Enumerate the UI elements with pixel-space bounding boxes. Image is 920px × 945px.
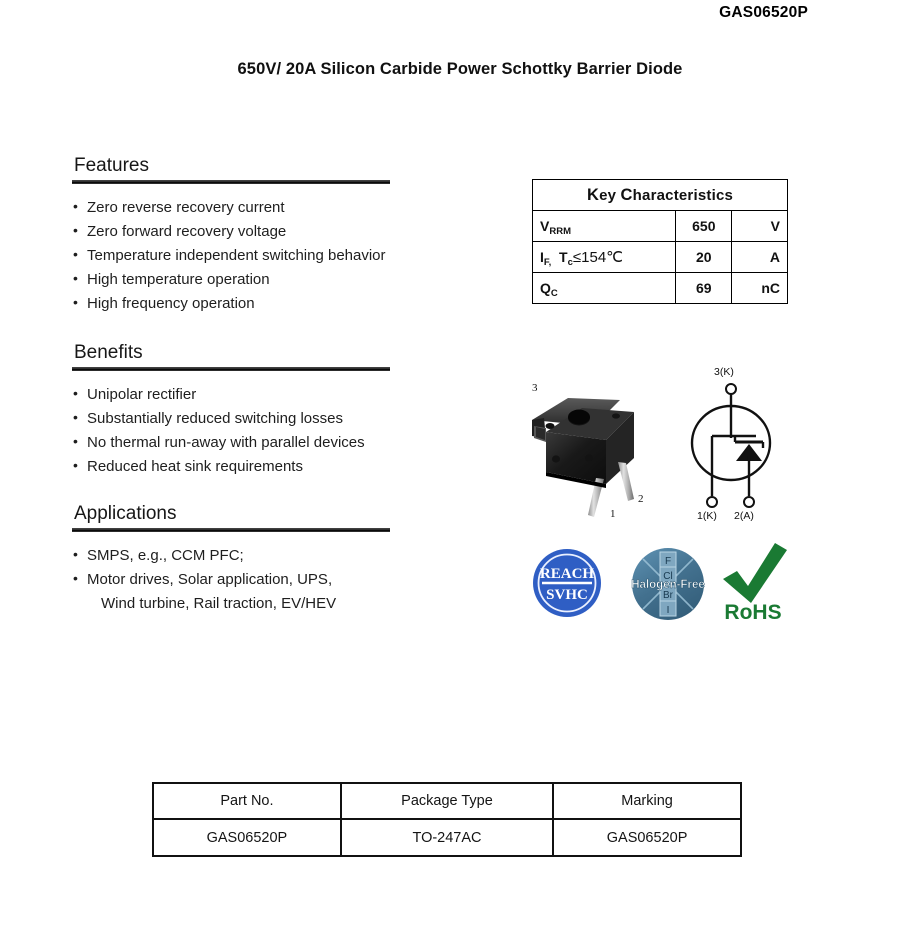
features-section <box>72 155 492 316</box>
column-header-marking: Marking <box>553 783 741 819</box>
kc-subscript-2: c <box>567 256 573 268</box>
diode-symbol-drawing <box>678 376 784 521</box>
list-item: • SMPS, e.g., CCM PFC; <box>72 544 492 568</box>
features-heading: Features <box>74 155 149 176</box>
reach-text: REACH <box>539 566 595 582</box>
list-item: • High temperature operation <box>72 268 492 292</box>
rohs-text: RoHS <box>724 601 782 623</box>
list-item: • Zero reverse recovery current <box>72 196 492 220</box>
kc-subscript: RRM <box>549 225 571 237</box>
key-characteristics-header <box>533 180 788 211</box>
element-f: F <box>664 556 672 567</box>
table-row <box>533 273 788 304</box>
benefits-divider <box>72 367 390 371</box>
applications-divider <box>72 528 390 532</box>
kc-param-qc <box>533 273 676 304</box>
table-header-row <box>153 783 741 819</box>
page-part-number: GAS06520P <box>719 4 808 21</box>
reach-svhc-icon <box>531 547 603 619</box>
pin-label-2: 2 <box>638 493 644 505</box>
kc-unit-qc: nC <box>732 273 788 304</box>
table-row <box>153 819 741 856</box>
kc-header-c: C <box>620 185 633 204</box>
list-item: • Zero forward recovery voltage <box>72 220 492 244</box>
document-title: 650V/ 20A Silicon Carbide Power Schottky Barrier Diode <box>237 60 683 78</box>
column-header-package-type: Package Type <box>341 783 553 819</box>
schematic-symbol <box>678 366 784 522</box>
kc-symbol: Q <box>540 280 551 296</box>
kc-tail: T <box>551 249 568 265</box>
benefits-section <box>72 342 492 479</box>
table-row <box>533 180 788 211</box>
benefits-list <box>72 383 492 479</box>
kc-unit-vrrm: V <box>732 211 788 242</box>
table-row <box>533 211 788 242</box>
applications-heading: Applications <box>74 502 177 524</box>
ordering-information-table <box>152 782 742 857</box>
key-characteristics-table <box>532 179 788 304</box>
kc-subscript: C <box>550 287 558 299</box>
halogen-free-text: Halogen-Free <box>631 579 705 591</box>
left-content-column <box>72 155 492 638</box>
applications-list <box>72 544 492 616</box>
cell-part-no: GAS06520P <box>153 819 341 856</box>
to247-package-drawing <box>516 380 666 520</box>
list-item: • Reduced heat sink requirements <box>72 455 492 479</box>
list-item <box>72 568 492 616</box>
list-item-line1: Motor drives, Solar application, UPS, <box>87 570 333 588</box>
kc-value-vrrm: 650 <box>676 211 732 242</box>
table-row <box>533 242 788 273</box>
rohs-logo <box>717 541 793 623</box>
list-item: • High frequency operation <box>72 292 492 316</box>
list-item-line2: Wind turbine, Rail traction, EV/HEV <box>101 594 337 612</box>
kc-symbol: V <box>540 218 550 234</box>
element-cl: Cl <box>663 571 673 582</box>
applications-section <box>72 503 492 616</box>
svhc-text: SVHC <box>546 587 588 603</box>
benefits-heading: Benefits <box>74 341 143 363</box>
element-i: I <box>666 605 670 616</box>
package-photo <box>516 380 666 520</box>
cell-package-type: TO-247AC <box>341 819 553 856</box>
halogen-free-logo <box>629 545 707 623</box>
pin-label-1: 1 <box>610 508 616 520</box>
schematic-label-pin1: 1(K) <box>697 510 717 522</box>
checkmark-icon <box>723 543 787 603</box>
features-divider <box>72 180 390 184</box>
rohs-icon <box>717 541 793 623</box>
kc-param-vrrm <box>533 211 676 242</box>
kc-value-if: 20 <box>676 242 732 273</box>
kc-header-k: K <box>586 185 600 204</box>
kc-condition: ≤154℃ <box>572 249 624 266</box>
certification-logos <box>525 543 795 623</box>
kc-param-if <box>533 242 676 273</box>
list-item: • No thermal run-away with parallel devices <box>72 431 492 455</box>
cell-marking: GAS06520P <box>553 819 741 856</box>
pin-label-3: 3 <box>532 382 538 394</box>
list-item: • Temperature independent switching behavior <box>72 244 492 268</box>
list-item: • Substantially reduced switching losses <box>72 407 492 431</box>
schematic-label-pin3: 3(K) <box>714 366 734 378</box>
kc-unit-if: A <box>732 242 788 273</box>
element-br: Br <box>663 590 673 601</box>
kc-subscript: F, <box>543 256 552 268</box>
kc-header-ey: ey <box>599 186 621 204</box>
kc-symbol: I <box>540 249 544 265</box>
kc-header-rest: haracteristics <box>632 186 734 204</box>
kc-value-qc: 69 <box>676 273 732 304</box>
halogen-free-icon <box>629 545 707 623</box>
column-header-part-no: Part No. <box>153 783 341 819</box>
features-list <box>72 196 492 316</box>
list-item: • Unipolar rectifier <box>72 383 492 407</box>
schematic-label-pin2: 2(A) <box>734 510 754 522</box>
reach-svhc-logo <box>531 547 603 619</box>
